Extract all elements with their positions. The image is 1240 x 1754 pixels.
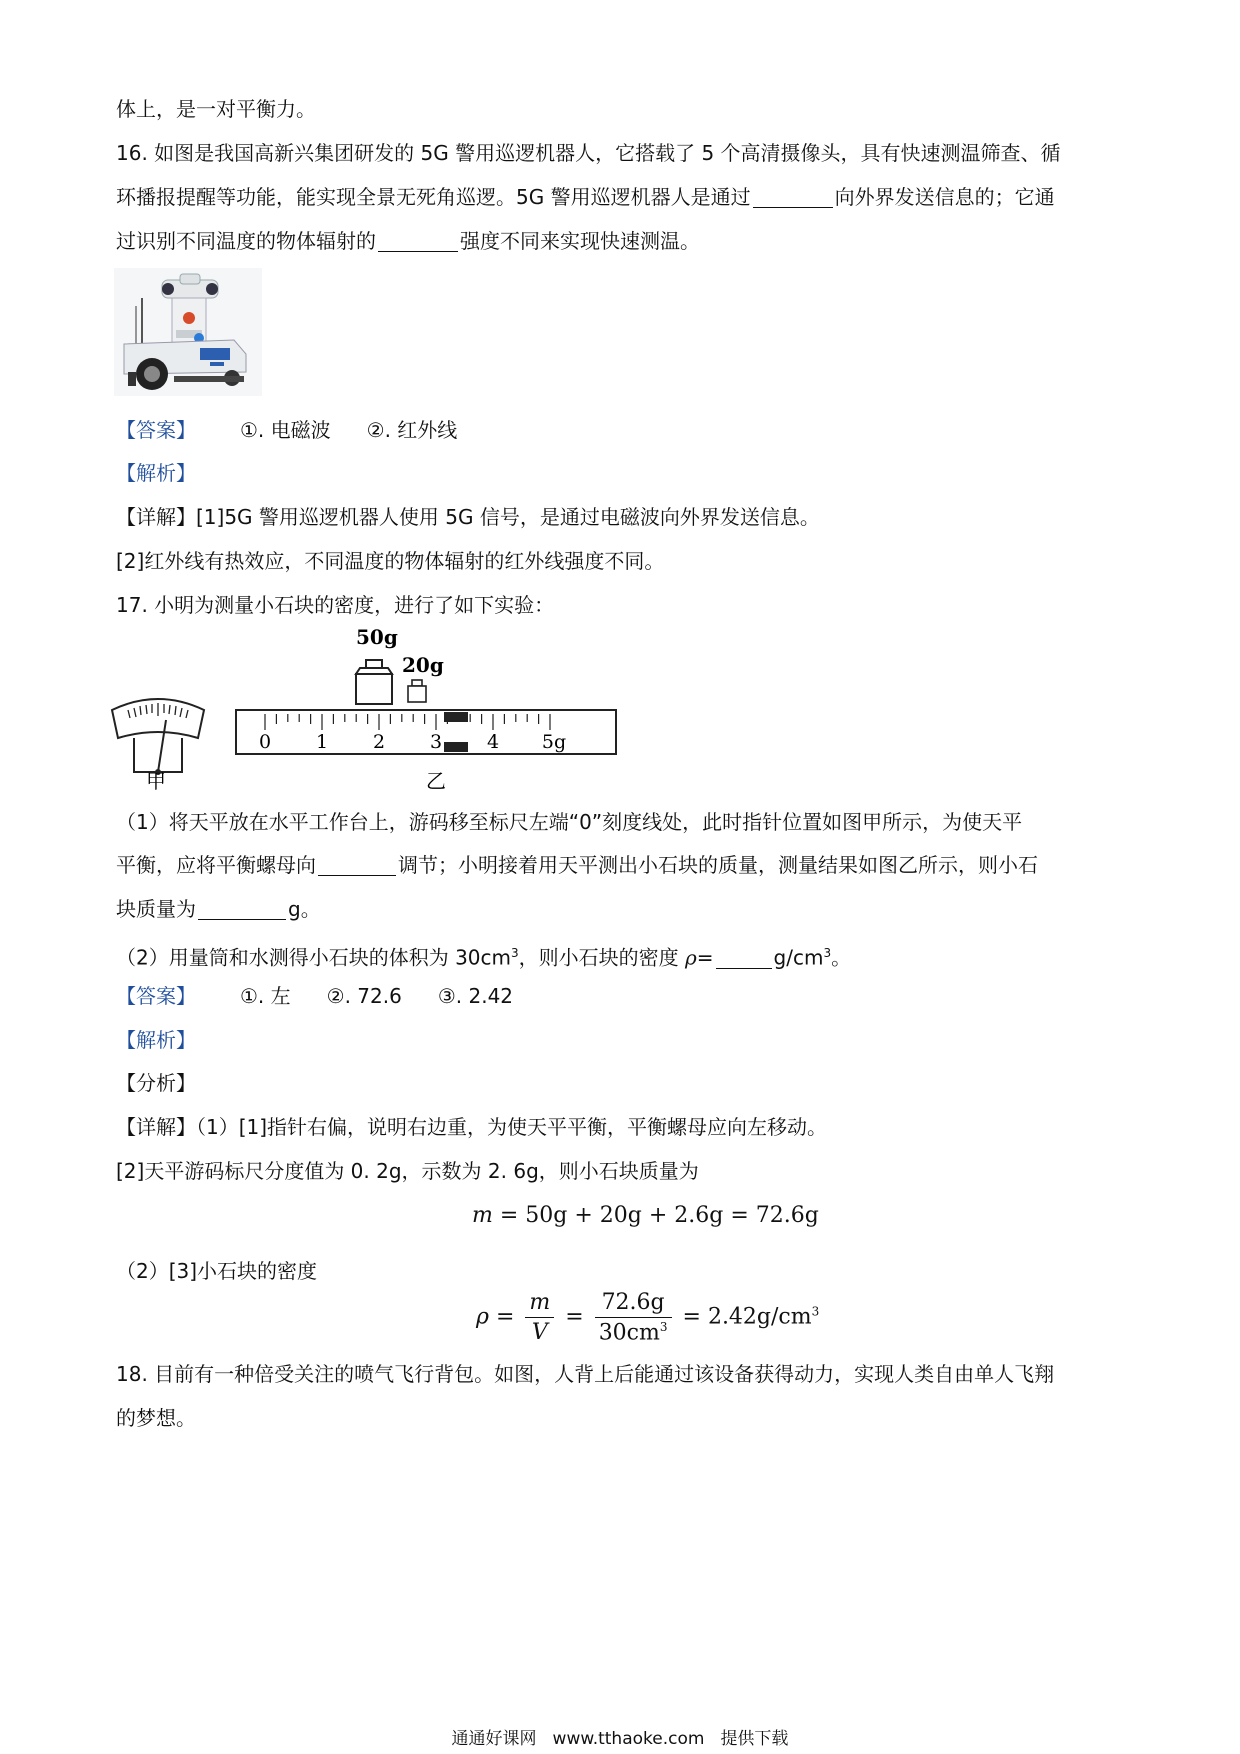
answer-blank — [318, 855, 396, 876]
q17-text: 调节；小明接着用天平测出小石块的质量，测量结果如图乙所示，则小石 — [398, 853, 1038, 877]
scale-tick-1: 1 — [315, 731, 329, 753]
scale-tick-4: 4 — [486, 731, 500, 753]
q16-detail-2: [2]红外线有热效应，不同温度的物体辐射的红外线强度不同。 — [116, 549, 665, 573]
q17-text: 块质量为 — [116, 897, 196, 921]
scale-tick-5: 5g — [541, 731, 567, 753]
rider-bottom — [444, 742, 468, 752]
superscript: 3 — [823, 946, 832, 960]
fraction-values — [595, 1290, 672, 1345]
mass-formula — [472, 1203, 819, 1228]
q16-text: 过识别不同温度的物体辐射的 — [116, 229, 376, 253]
q17-part1-line-3 — [116, 895, 1132, 923]
q16-line-2 — [116, 183, 1132, 211]
q17-detail-3: （2）[3]小石块的密度 — [116, 1259, 318, 1283]
formula-rho: ρ — [476, 1304, 489, 1330]
q16-text: 强度不同来实现快速测温。 — [460, 229, 700, 253]
answer-blank — [716, 948, 772, 969]
weight-50g-label: 50g — [356, 625, 398, 649]
q18-line-1: 18. 目前有一种倍受关注的喷气飞行背包。如图，人背上后能通过该设备获得动力，实现人类自由单人飞翔 — [116, 1362, 1055, 1386]
q17-line-1: 17. 小明为测量小石块的密度，进行了如下实验： — [116, 593, 555, 617]
answer-blank — [753, 187, 833, 208]
superscript: 3 — [511, 946, 519, 960]
q17-text: ，则小石块的密度 — [518, 945, 686, 970]
pointer-dial — [112, 699, 204, 775]
answer-1: ①. 电磁波 — [240, 418, 331, 442]
q18-line-2: 的梦想。 — [116, 1406, 196, 1430]
answer-2: ②. 红外线 — [366, 418, 458, 442]
q17-answer-line — [116, 982, 1132, 1010]
q17-detail-1: 【详解】（1）[1]指针右偏，说明右边重，为使天平平衡，平衡螺母应向左移动。 — [116, 1115, 828, 1139]
answer-blank — [378, 231, 458, 252]
q17-text: = — [696, 945, 714, 970]
footer-url[interactable]: www.tthaoke.com — [552, 1729, 705, 1749]
formula-expression: = 50g + 20g + 2.6g = 72.6g — [492, 1203, 819, 1228]
q16-detail-1: 【详解】[1]5G 警用巡逻机器人使用 5G 信号，是通过电磁波向外界发送信息。 — [116, 505, 820, 529]
analysis-tag: 【解析】 — [116, 461, 196, 485]
fraction-m-over-v — [525, 1290, 554, 1345]
q17-part1-line-1: （1）将天平放在水平工作台上，游码移至标尺左端“0”刻度线处，此时指针位置如图甲所示，为使天平 — [116, 810, 1023, 834]
q17-text: （2）用量筒和水测得小石块的体积为 30cm — [116, 945, 512, 970]
q17-part2-line — [116, 939, 1132, 972]
density-formula — [476, 1290, 819, 1345]
fraction-denominator: V — [531, 1320, 548, 1346]
q17-text: 。 — [831, 945, 852, 970]
formula-result: = 2.42g/cm — [682, 1304, 812, 1330]
q16-answer-line — [116, 416, 1132, 444]
fraction-denominator — [595, 1318, 672, 1345]
figure-label-left: 甲 — [146, 769, 166, 793]
q17-detail-2: [2]天平游码标尺分度值为 0. 2g，示数为 2. 6g，则小石块质量为 — [116, 1159, 699, 1183]
answer-tag: 【答案】 — [116, 418, 196, 442]
q16-line-3 — [116, 227, 1132, 255]
q16-line-1: 16. 如图是我国高新兴集团研发的 5G 警用巡逻机器人，它搭载了 5 个高清摄像头，具有快速测温筛查、循 — [116, 141, 1061, 165]
q17-text: g。 — [288, 897, 321, 921]
q17-text: 平衡，应将平衡螺母向 — [116, 853, 316, 877]
denominator-text: 30cm — [598, 1320, 660, 1346]
scale-tick-0: 0 — [258, 731, 272, 753]
fraction-numerator: m — [525, 1290, 554, 1318]
answer-2: ②. 72.6 — [326, 984, 402, 1008]
weight-50g — [356, 660, 392, 704]
answer-3: ③. 2.42 — [437, 984, 514, 1008]
weight-20g — [408, 680, 426, 702]
q16-text: 向外界发送信息的；它通 — [834, 185, 1055, 209]
patrol-robot-image — [114, 268, 262, 396]
superscript: 3 — [811, 1304, 820, 1319]
q17-part1-line-2 — [116, 851, 1132, 879]
rider-top — [444, 712, 468, 722]
rho-symbol: ρ — [685, 945, 697, 970]
formula-variable: m — [472, 1203, 493, 1228]
weight-20g-label: 20g — [402, 653, 444, 677]
scale-tick-2: 2 — [372, 731, 386, 753]
answer-1: ①. 左 — [240, 984, 291, 1008]
q16-text: 环播报提醒等功能，能实现全景无死角巡逻。5G 警用巡逻机器人是通过 — [116, 185, 751, 209]
analysis-tag: 【解析】 — [116, 1028, 196, 1052]
fenxi-tag: 【分析】 — [116, 1071, 196, 1095]
figure-label-right: 乙 — [426, 769, 446, 793]
page-footer — [0, 1724, 1240, 1749]
footer-note: 提供下载 — [720, 1729, 789, 1749]
q17-text: g/cm — [773, 945, 824, 970]
fraction-numerator: 72.6g — [595, 1290, 672, 1318]
superscript: 3 — [659, 1320, 668, 1334]
formula-equals: = — [565, 1304, 584, 1330]
text-line: 体上，是一对平衡力。 — [116, 97, 316, 121]
answer-blank — [198, 899, 286, 920]
footer-site-name: 通通好课网 — [451, 1729, 537, 1749]
balance-figure — [106, 622, 626, 802]
formula-equals: = — [495, 1304, 515, 1330]
answer-tag: 【答案】 — [116, 984, 196, 1008]
scale-tick-3: 3 — [429, 731, 443, 753]
